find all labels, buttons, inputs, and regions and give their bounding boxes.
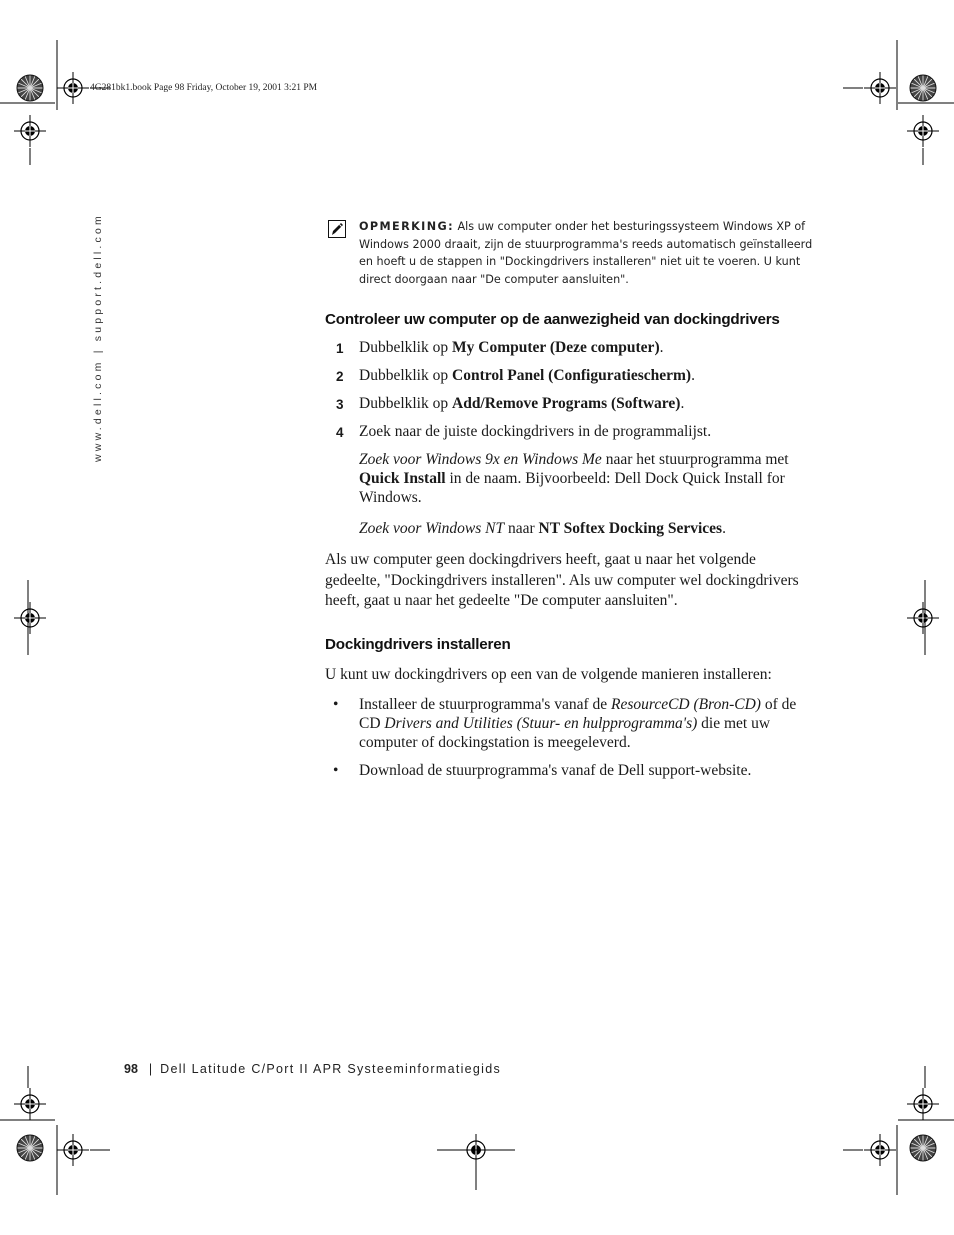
sub-italic: Zoek voor Windows 9x en Windows Me bbox=[359, 451, 602, 468]
page-number: 98 bbox=[124, 1062, 138, 1076]
step-bold: Control Panel (Configuratiescherm) bbox=[452, 367, 692, 384]
section-heading-install-drivers: Dockingdrivers installeren bbox=[325, 635, 511, 653]
registration-mark bbox=[864, 72, 896, 104]
body-paragraph: Als uw computer geen dockingdrivers heeft, gaat u naar het volgende gedeelte, "Dockingdrivers installeren". Als uw computer wel dockingdrivers heeft, gaat u naar het gedeelte "De computer aansluiten". bbox=[325, 551, 799, 609]
note-box bbox=[325, 218, 815, 288]
page-content bbox=[325, 218, 815, 789]
sub-italic: Zoek voor Windows NT bbox=[359, 520, 505, 537]
sub-text-end: . bbox=[722, 520, 726, 537]
list-item bbox=[325, 422, 815, 441]
step-bold: Add/Remove Programs (Software) bbox=[452, 395, 681, 412]
pencil-icon bbox=[328, 220, 346, 238]
step-number: 4 bbox=[336, 425, 344, 440]
registration-mark bbox=[57, 1134, 89, 1166]
install-intro: U kunt uw dockingdrivers op een van de volgende manieren installeren: bbox=[325, 665, 772, 683]
bullet-italic: ResourceCD (Bron-CD) bbox=[611, 696, 761, 713]
step-text-end: . bbox=[680, 395, 685, 412]
page-footer bbox=[124, 1062, 501, 1076]
footer-separator: | bbox=[148, 1062, 153, 1076]
list-item bbox=[325, 338, 815, 357]
step-text-end: . bbox=[691, 367, 695, 384]
note-text: Als uw computer onder het besturingssysteem Windows XP of Windows 2000 draait, zijn de stuurprogramma's reeds automatisch geïnstalleerd en hoeft u de stappen in "Dockingdrivers installeren" niet uit te voeren. U kunt direct doorgaan naar "De computer aansluiten". bbox=[359, 220, 813, 286]
starburst-mark-bottom-right bbox=[910, 1135, 936, 1161]
registration-mark bbox=[864, 1134, 896, 1166]
registration-mark bbox=[14, 115, 46, 147]
step-number: 2 bbox=[336, 369, 344, 384]
sub-paragraph-winnt bbox=[325, 519, 815, 538]
step-bold: My Computer (Deze computer) bbox=[452, 339, 660, 356]
bullet-text: die met uw computer of dockingstation is meegeleverd. bbox=[359, 715, 771, 751]
step-text-end: . bbox=[659, 339, 664, 356]
sub-text: naar het stuurprogramma met bbox=[601, 451, 789, 468]
sub-paragraph-win9x bbox=[325, 450, 815, 507]
registration-mark bbox=[907, 602, 939, 634]
registration-mark bbox=[57, 72, 89, 104]
bullet-text: of de CD bbox=[359, 696, 797, 732]
list-item bbox=[325, 695, 815, 752]
list-item bbox=[325, 366, 815, 385]
bullet-text: Installeer de stuurprogramma's vanaf de bbox=[359, 696, 611, 713]
bullet-text: Download de stuurprogramma's vanaf de Dell support-website. bbox=[359, 762, 752, 779]
list-item bbox=[325, 394, 815, 413]
sub-text-end: in de naam. Bijvoorbeeld: Dell Dock Quick Install for Windows. bbox=[359, 470, 785, 506]
sub-bold: NT Softex Docking Services bbox=[538, 520, 723, 537]
bullet-italic: Drivers and Utilities (Stuur- en hulpprogramma's) bbox=[384, 715, 698, 732]
sub-text: naar bbox=[504, 520, 539, 537]
list-item bbox=[325, 761, 815, 780]
install-options-list bbox=[325, 695, 815, 780]
step-text: Zoek naar de juiste dockingdrivers in de programmalijst. bbox=[359, 423, 712, 440]
bullet-symbol: • bbox=[333, 696, 339, 713]
section-heading-check-drivers: Controleer uw computer op de aanwezigheid van dockingdrivers bbox=[325, 311, 780, 328]
sub-bold: Quick Install bbox=[359, 470, 446, 487]
starburst-mark-top-right bbox=[910, 75, 936, 101]
starburst-mark-bottom-left bbox=[17, 1135, 43, 1161]
registration-mark bbox=[14, 1088, 46, 1120]
registration-mark bbox=[907, 1088, 939, 1120]
side-url: www.dell.com | support.dell.com bbox=[92, 213, 104, 462]
print-header: 4G281bk1.book Page 98 Friday, October 19, 2001 3:21 PM bbox=[90, 83, 318, 93]
registration-mark bbox=[14, 602, 46, 634]
note-label: OPMERKING: bbox=[359, 220, 454, 233]
steps-list bbox=[325, 338, 815, 441]
bullet-symbol: • bbox=[333, 762, 339, 779]
step-number: 1 bbox=[336, 341, 344, 356]
step-number: 3 bbox=[336, 397, 344, 412]
registration-mark bbox=[907, 115, 939, 147]
step-text: Dubbelklik op bbox=[359, 395, 452, 412]
step-text: Dubbelklik op bbox=[359, 339, 452, 356]
footer-title: Dell Latitude C/Port II APR Systeeminformatiegids bbox=[160, 1062, 502, 1076]
starburst-mark-top-left bbox=[17, 75, 43, 101]
step-text: Dubbelklik op bbox=[359, 367, 452, 384]
